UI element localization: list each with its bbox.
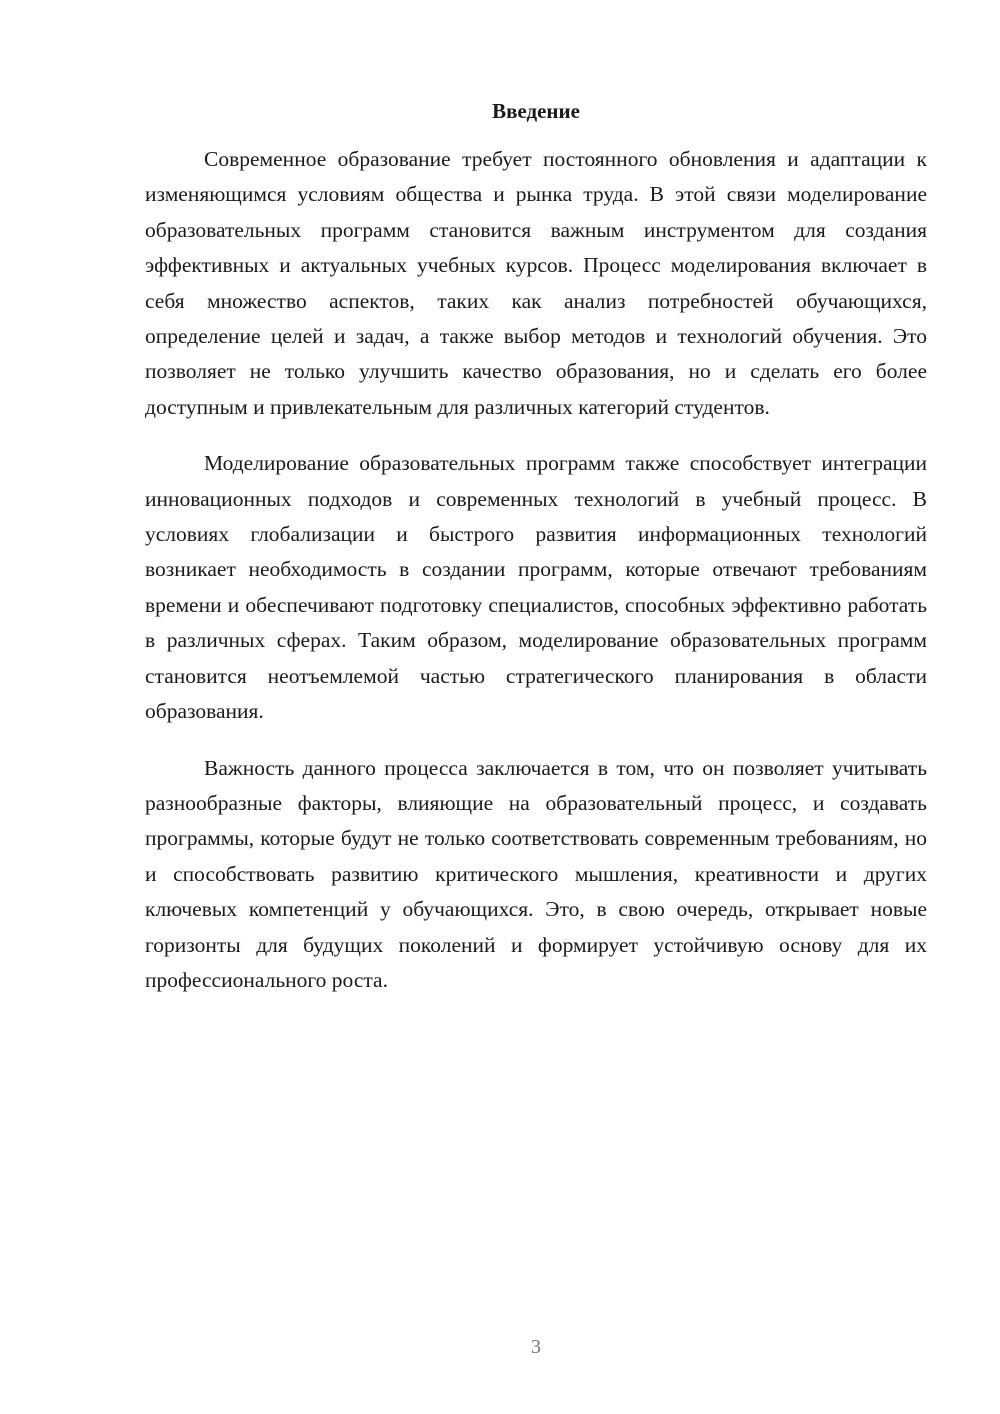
section-title: Введение xyxy=(492,99,580,123)
page-number: 3 xyxy=(531,1336,541,1358)
paragraph-3: Важность данного процесса заключается в том, что он позволяет учитывать разнообразные факторы, влияющие на образовательный процесс, и создавать программы, которые будут не только соответствовать современным требованиям, но и способствовать развитию критического мышления, креативности и других ключевых компетенций у обучающихся. Это, в свою очередь, открывает новые горизонты для будущих поколений и формирует устойчивую основу для их профессионального роста. xyxy=(145,755,927,992)
paragraph-2: Моделирование образовательных программ также способствует интеграции инновационных подходов и современных технологий в учебный процесс. В условиях глобализации и быстрого развития информационных технологий возникает необходимость в создании программ, которые отвечают требованиям времени и обеспечивают подготовку специалистов, способных эффективно работать в различных сферах. Таким образом, моделирование образовательных программ становится неотъемлемой частью стратегического планирования в области образования. xyxy=(145,451,927,724)
body-text xyxy=(145,142,927,1019)
paragraph-1: Современное образование требует постоянного обновления и адаптации к изменяющимся условиям общества и рынка труда. В этой связи моделирование образовательных программ становится важным инструментом для создания эффективных и актуальных учебных курсов. Процесс моделирования включает в себя множество аспектов, таких как анализ потребностей обучающихся, определение целей и задач, а также выбор методов и технологий обучения. Это позволяет не только улучшить качество образования, но и сделать его более доступным и привлекательным для различных категорий студентов. xyxy=(145,147,927,419)
